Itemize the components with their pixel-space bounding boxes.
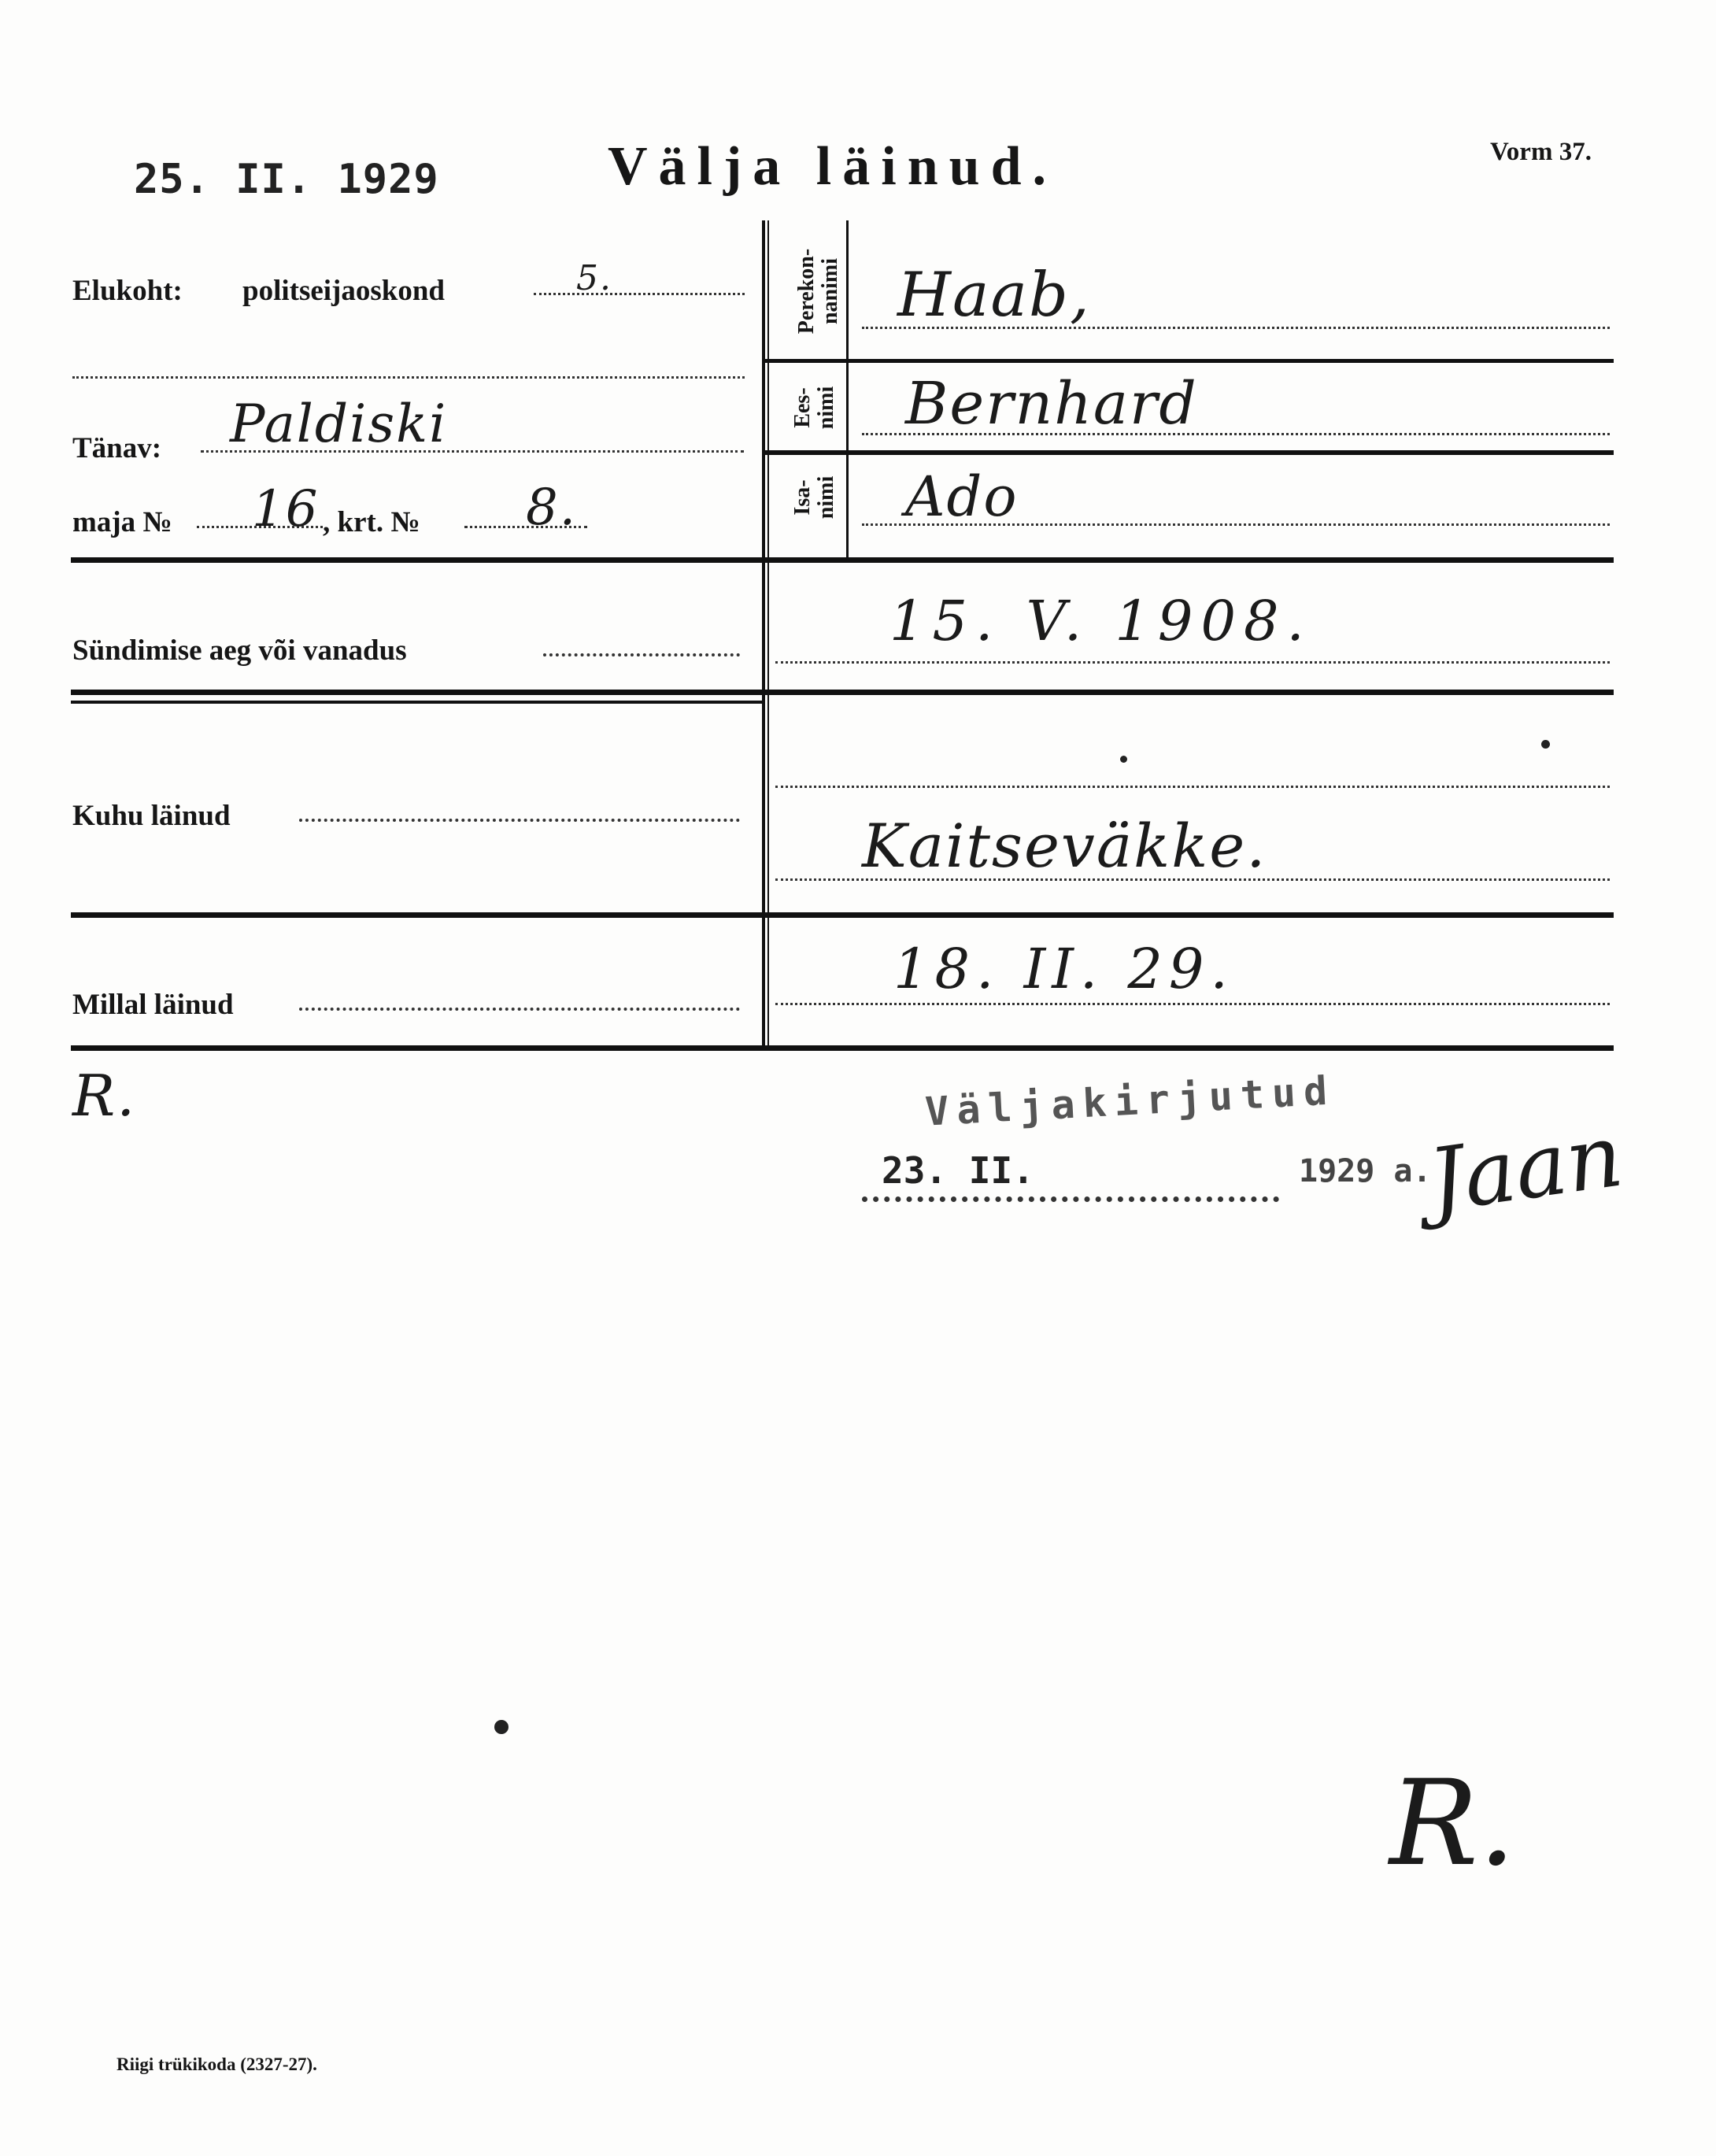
sundimise-dots bbox=[543, 653, 740, 656]
stamp-valjakirjutud: Väljakirjutud bbox=[923, 1067, 1337, 1135]
perekonnanimi-dots bbox=[862, 327, 1610, 329]
perekonnanimi-value: Haab, bbox=[897, 260, 1091, 331]
form-number: Vorm 37. bbox=[1490, 138, 1592, 166]
kuhu-value-dots-1 bbox=[775, 786, 1610, 788]
rule-full-3 bbox=[71, 912, 1614, 918]
kuhu-label: Kuhu läinud bbox=[72, 800, 231, 832]
maja-value: 16 bbox=[252, 480, 320, 538]
millal-value: 18. II. 29. bbox=[893, 937, 1234, 1001]
stamp-date-dots bbox=[862, 1196, 1279, 1202]
ink-speck-1 bbox=[1120, 756, 1127, 763]
sundimise-value-dots bbox=[775, 661, 1610, 664]
isanimi-dots bbox=[862, 523, 1610, 526]
page-title: Välja läinud. bbox=[608, 136, 1057, 197]
tanav-value: Paldiski bbox=[230, 394, 448, 454]
ink-speck-3 bbox=[494, 1720, 509, 1734]
left-handwritten-mark: R. bbox=[72, 1063, 137, 1129]
kuhu-value: Kaitseväkke. bbox=[862, 811, 1267, 881]
millal-value-dots bbox=[775, 1003, 1610, 1005]
tanav-label: Tänav: bbox=[72, 432, 162, 464]
krt-label: , krt. № bbox=[323, 506, 420, 538]
center-divider-2 bbox=[767, 220, 769, 1047]
isanimi-label-text: Isa- nimi bbox=[790, 475, 838, 520]
isanimi-value: Ado bbox=[905, 464, 1019, 529]
signature: Jaan bbox=[1422, 1104, 1629, 1232]
sundimise-value: 15. V. 1908. bbox=[889, 589, 1312, 653]
perekonnanimi-label-text: Perekon- nanimi bbox=[794, 248, 842, 335]
elukoht-number: 5. bbox=[576, 258, 612, 298]
printer-credit: Riigi trükikoda (2327-27). bbox=[116, 2054, 317, 2074]
stamp-date-year: 1929 a. bbox=[1299, 1153, 1432, 1189]
date-stamp: 25. II. 1929 bbox=[134, 156, 439, 203]
elukoht-dots-2 bbox=[72, 376, 745, 379]
ink-speck-2 bbox=[1541, 740, 1550, 749]
krt-value: 8. bbox=[526, 479, 578, 537]
eesnimi-label bbox=[791, 361, 854, 455]
kuhu-value-dots-2 bbox=[775, 878, 1610, 881]
eesnimi-dots bbox=[862, 433, 1610, 435]
kuhu-dots bbox=[299, 819, 740, 822]
rule-full-2b bbox=[71, 701, 764, 704]
rule-right-2 bbox=[765, 450, 1614, 455]
sundimise-label: Sündimise aeg või vanadus bbox=[72, 634, 407, 667]
rule-full-2 bbox=[71, 690, 1614, 695]
eesnimi-label-text: Ees- nimi bbox=[790, 386, 838, 430]
rule-right-1 bbox=[765, 359, 1614, 363]
eesnimi-value: Bernhard bbox=[905, 370, 1198, 438]
isanimi-label bbox=[791, 450, 854, 545]
perekonnanimi-label bbox=[795, 220, 858, 362]
millal-label: Millal läinud bbox=[72, 989, 234, 1021]
center-divider bbox=[762, 220, 765, 1047]
millal-dots bbox=[299, 1008, 740, 1011]
rule-full-4 bbox=[71, 1045, 1614, 1051]
elukoht-dots bbox=[534, 293, 745, 295]
bottom-handwritten-initial: R. bbox=[1389, 1755, 1516, 1892]
maja-label: maja № bbox=[72, 506, 172, 538]
rule-full-1 bbox=[71, 557, 1614, 563]
stamp-date-day: 23. II. bbox=[882, 1149, 1034, 1192]
elukoht-value: politseijaoskond bbox=[242, 275, 446, 307]
elukoht-label: Elukoht: bbox=[72, 275, 183, 307]
